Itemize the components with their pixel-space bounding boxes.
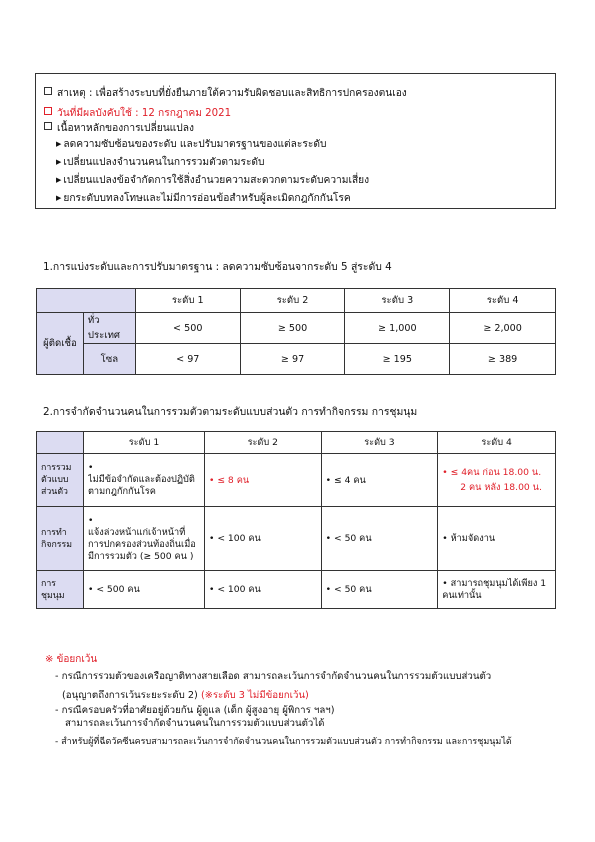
exception-red-text: (※ระดับ 3 ไม่มีข้อยกเว้น) xyxy=(200,690,309,701)
table-row xyxy=(37,313,556,344)
row-label: การชุมนุม xyxy=(37,571,84,609)
cell-text: 2 คน หลัง 18.00 น. xyxy=(460,482,542,493)
exception-item-continuation: สามารถละเว้นการจำกัดจำนวนคนในการรวมตัวแบบส่วนตัวได้ xyxy=(65,718,325,729)
exception-item: - กรณีครอบครัวที่อาศัยอยู่ด้วยกัน ผู้ดูแล (เด็ก ผู้สูงอายุ ผู้พิการ ฯลฯ) xyxy=(55,705,335,716)
table-row xyxy=(37,454,556,507)
table-cell: ≥ 2,000 xyxy=(450,313,556,344)
row-label: การทำกิจกรรม xyxy=(37,507,84,571)
exceptions-title: ※ ข้อยกเว้น xyxy=(45,654,98,665)
table-cell: ≥ 500 xyxy=(240,313,345,344)
change-item-text: ยกระดับบทลงโทษและไม่มีการอ่อนข้อสำหรับผู้ละเมิดกฎกักกันโรค xyxy=(63,193,351,204)
row-label: โซล xyxy=(83,344,135,375)
cell-text: < 100 คน xyxy=(217,584,261,595)
table-cell: • < 100 คน xyxy=(204,507,321,571)
cell-text: ≤ 8 คน xyxy=(217,474,250,486)
checkbox-square-icon xyxy=(44,87,52,95)
change-item-text: ลดความซับซ้อนของระดับ และปรับมาตรฐานของแต่ละระดับ xyxy=(63,139,327,150)
level-header: ระดับ 3 xyxy=(345,289,450,313)
arrow-bullet-icon: ▶ xyxy=(56,176,62,184)
cell-text: ≤ 4 คน xyxy=(333,474,366,486)
arrow-bullet-icon: ▶ xyxy=(56,158,62,166)
level-header: ระดับ 3 xyxy=(321,432,438,454)
level-threshold-table xyxy=(36,288,556,375)
corner-cell xyxy=(37,289,136,313)
table-row xyxy=(37,344,556,375)
table-row xyxy=(37,571,556,609)
level-header: ระดับ 2 xyxy=(240,289,345,313)
row-label: การรวมตัวแบบส่วนตัว xyxy=(37,454,84,507)
table-cell: < 97 xyxy=(135,344,240,375)
change-item xyxy=(56,138,326,151)
table-cell: • < 50 คน xyxy=(321,571,438,609)
effective-date-text: วันที่มีผลบังคับใช้ : 12 กรกฎาคม 2021 xyxy=(57,108,232,119)
level-header: ระดับ 4 xyxy=(450,289,556,313)
table-cell: • < 500 คน xyxy=(83,571,204,609)
arrow-bullet-icon: ▶ xyxy=(56,194,62,202)
table-cell: • ไม่มีข้อจำกัดและต้องปฏิบัติตามกฎกักกันโรค xyxy=(83,454,204,507)
cell-text: สามารถชุมนุมได้เพียง 1 xyxy=(450,577,547,589)
cell-text: คนเท่านั้น xyxy=(442,589,482,601)
level-header: ระดับ 1 xyxy=(83,432,204,454)
table-cell: ≥ 195 xyxy=(345,344,450,375)
table-cell: • ห้ามจัดงาน xyxy=(438,507,556,571)
table-cell: • < 100 คน xyxy=(204,571,321,609)
cell-text: ≤ 4คน ก่อน 18.00 น. xyxy=(450,467,542,478)
change-item xyxy=(56,174,369,187)
table-cell: < 500 xyxy=(135,313,240,344)
checkbox-square-icon xyxy=(44,107,52,115)
section2-heading: 2.การจำกัดจำนวนคนในการรวมตัวตามระดับแบบส่วนตัว การทำกิจกรรม การชุมนุม xyxy=(43,406,418,418)
table-cell: • สามารถชุมนุมได้เพียง 1 คนเท่านั้น xyxy=(438,571,556,609)
table-cell: ≥ 389 xyxy=(450,344,556,375)
cell-text: ห้ามจัดงาน xyxy=(450,533,496,544)
effective-date-line xyxy=(44,107,231,120)
cell-text: < 100 คน xyxy=(217,533,261,544)
table-cell: • < 50 คน xyxy=(321,507,438,571)
exception-item: - สำหรับผู้ที่ฉีดวัคซีนครบสามารถละเว้นการจำกัดจำนวนคนในการรวมตัวแบบส่วนตัว การทำกิจกรรม และการชุมนุมได้ xyxy=(55,737,512,747)
corner-cell xyxy=(37,432,84,454)
summary-box xyxy=(35,73,556,209)
change-item-text: เปลี่ยนแปลงข้อจำกัดการใช้สิ่งอำนวยความสะดวกตามระดับความเสี่ยง xyxy=(63,175,370,186)
section1-heading: 1.การแบ่งระดับและการปรับมาตรฐาน : ลดความซับซ้อนจากระดับ 5 สู่ระดับ 4 xyxy=(43,261,392,273)
gathering-limit-table xyxy=(36,431,556,609)
main-changes-title xyxy=(44,122,194,135)
cell-text: ไม่มีข้อจำกัดและต้องปฏิบัติตามกฎกักกันโรค xyxy=(87,474,195,497)
cell-text: < 500 คน xyxy=(96,584,140,595)
level-header: ระดับ 4 xyxy=(438,432,556,454)
row-group-label: ผู้ติดเชื้อ xyxy=(37,313,84,375)
table-cell: ≥ 1,000 xyxy=(345,313,450,344)
table-cell: • ≤ 4 คน xyxy=(321,454,438,507)
table-cell: • ≤ 8 คน xyxy=(204,454,321,507)
level-header: ระดับ 1 xyxy=(135,289,240,313)
change-item xyxy=(56,156,265,169)
cell-text: แจ้งล่วงหน้าแก่เจ้าหน้าที่การปกครองส่วนท้องถิ่นเมื่อมีการรวมตัว (≥ 500 คน ) xyxy=(87,526,196,562)
cell-text: < 50 คน xyxy=(333,584,372,595)
exception-item: - กรณีการรวมตัวของเครือญาติทางสายเลือด สามารถละเว้นการจำกัดจำนวนคนในการรวมตัวแบบส่วนตัว xyxy=(55,671,492,682)
table-header-row xyxy=(37,289,556,313)
table-header-row xyxy=(37,432,556,454)
reason-line xyxy=(44,87,407,100)
cell-text: < 50 คน xyxy=(333,533,372,544)
row-label: ทั่วประเทศ xyxy=(83,313,135,344)
table-cell: • ≤ 4คน ก่อน 18.00 น. 2 คน หลัง 18.00 น. xyxy=(438,454,556,507)
checkbox-square-icon xyxy=(44,122,52,130)
change-item xyxy=(56,192,351,205)
exception-text: (อนุญาตถึงการเว้นระยะระดับ 2) xyxy=(62,690,198,701)
level-header: ระดับ 2 xyxy=(204,432,321,454)
reason-text: สาเหตุ : เพื่อสร้างระบบที่ยั่งยืนภายใต้ความรับผิดชอบและสิทธิการปกครองตนเอง xyxy=(57,88,407,99)
table-cell: ≥ 97 xyxy=(240,344,345,375)
main-changes-title-text: เนื้อหาหลักของการเปลี่ยนแปลง xyxy=(57,123,194,134)
change-item-text: เปลี่ยนแปลงจำนวนคนในการรวมตัวตามระดับ xyxy=(63,157,265,168)
arrow-bullet-icon: ▶ xyxy=(56,140,62,148)
table-row xyxy=(37,507,556,571)
exception-item-continuation xyxy=(62,688,309,703)
table-cell: • แจ้งล่วงหน้าแก่เจ้าหน้าที่การปกครองส่วนท้องถิ่นเมื่อมีการรวมตัว (≥ 500 คน ) xyxy=(83,507,204,571)
